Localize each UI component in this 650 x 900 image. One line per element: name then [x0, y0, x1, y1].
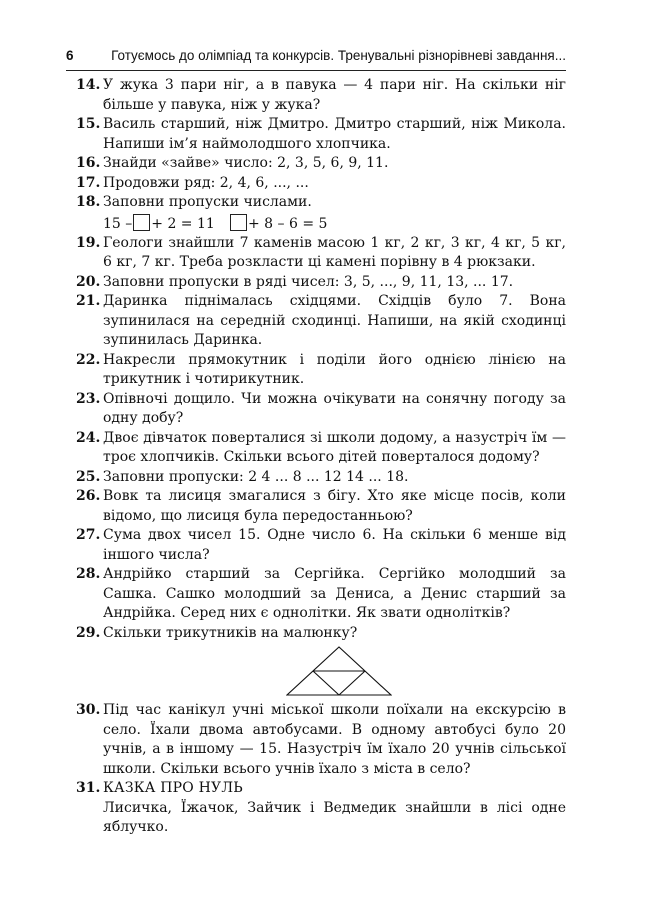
task-number: 29.	[76, 624, 101, 641]
task-text: Вовк та лисиця змагалися з бігу. Хто яке місце посів, коли відомо, що лисиця була передостанньою?	[103, 488, 566, 524]
task-text: Опівночі дощило. Чи можна очікувати на сонячну погоду за одну добу?	[103, 390, 566, 426]
task-number: 26.	[76, 488, 101, 504]
task-23	[76, 390, 566, 429]
task-text: У жука 3 пари ніг, а в павука — 4 пари ніг. На скільки ніг більше у павука, ніж у жука?	[103, 77, 566, 113]
task-number: 27.	[76, 527, 101, 543]
task-22	[76, 351, 566, 390]
task-15	[76, 115, 566, 154]
equation-2	[229, 214, 327, 235]
task-number: 15.	[76, 116, 101, 132]
task-number: 24.	[76, 429, 101, 446]
task-27	[76, 526, 566, 565]
task-text: Накресли прямокутник і поділи його однією лінією на трикутник і чотирикутник.	[103, 351, 566, 387]
task-number: 23.	[76, 390, 101, 407]
task-31	[76, 779, 566, 838]
task-text: Під час канікул учні міської школи поїхали на екскурсію в село. Їхали двома автобусами. В одному автобусі було 20 учнів, а в іншому — 15. Назустріч їм їхало 20 учнів сільської школи. Скільки всього учнів їхало з міста в село?	[103, 702, 566, 777]
task-25	[76, 468, 566, 488]
header-rule	[66, 70, 566, 71]
task-26	[76, 487, 566, 526]
task-28	[76, 565, 566, 624]
triangles-figure	[103, 643, 566, 701]
task-19	[76, 234, 566, 273]
task-text: Лисичка, Їжачок, Зайчик і Ведмедик знайшли в лісі одне яблучко.	[103, 799, 566, 835]
page-number: 6	[66, 48, 74, 63]
task-30	[76, 701, 566, 779]
task-21	[76, 292, 566, 351]
task-number: 17.	[76, 174, 101, 191]
task-number: 16.	[76, 155, 101, 171]
task-number: 14.	[76, 77, 101, 93]
task-text: Заповни пропуски числами.	[103, 194, 312, 210]
task-number: 31.	[76, 780, 101, 796]
task-text: Двоє дівчаток поверталися зі школи додому, а назустріч їм — троє хлопчиків. Скільки всього дітей поверталося додому?	[103, 429, 566, 465]
task-number: 20.	[76, 273, 101, 290]
left-inner-line	[313, 671, 339, 695]
equation-2-end: + 8 – 6 = 5	[248, 215, 328, 232]
running-title: Готуємось до олімпіад та конкурсів. Тренувальні різнорівневі завдання...	[111, 48, 566, 63]
equation-1-end: + 2 = 11	[151, 215, 215, 232]
task-17	[76, 174, 566, 194]
task-text: Заповни пропуски: 2 4 ... 8 ... 12 14 ... 18.	[103, 468, 409, 485]
equation-1	[103, 214, 215, 235]
task-text: Сума двох чисел 15. Одне число 6. На скільки 6 менше від іншого числа?	[103, 527, 566, 563]
task-text: Андрійко старший за Сергійка. Сергійко молодший за Сашка. Сашко молодший за Дениса, а Денис старший за Андрійка. Серед них є однолітки. Як звати однолітків?	[103, 566, 566, 621]
right-inner-line	[339, 671, 365, 695]
task-number: 25.	[76, 468, 101, 485]
task-number: 18.	[76, 194, 101, 210]
task-list	[76, 76, 566, 838]
task-text: Скільки трикутників на малюнку?	[103, 624, 358, 641]
task-20	[76, 273, 566, 293]
task-29	[76, 624, 566, 702]
task-24	[76, 429, 566, 468]
task-text: Геологи знайшли 7 каменів масою 1 кг, 2 кг, 3 кг, 4 кг, 5 кг, 6 кг, 7 кг. Треба розкласти ці камені порівну в 4 рюкзаки.	[103, 234, 566, 270]
task-16	[76, 154, 566, 174]
blank-box	[133, 214, 150, 231]
equation-row	[103, 213, 566, 234]
task-number: 21.	[76, 293, 101, 309]
task-number: 19.	[76, 234, 101, 251]
task-number: 30.	[76, 702, 101, 718]
equation-1-start: 15 –	[103, 215, 133, 232]
blank-box	[230, 214, 247, 231]
task-text: Заповни пропуски в ряді чисел: 3, 5, ..., 9, 11, 13, ... 17.	[103, 273, 514, 290]
task-text: Василь старший, ніж Дмитро. Дмитро старший, ніж Микола. Напиши ім’я наймолодшого хлопчика.	[103, 116, 566, 152]
task-text: Продовжи ряд: 2, 4, 6, ..., ...	[103, 174, 309, 191]
task-text: Даринка піднімалась східцями. Східців було 7. Вона зупинилася на середній сходинці. Напиши, на якій сходинці зупинилась Даринка.	[103, 293, 566, 348]
task-14	[76, 76, 566, 115]
story-title: КАЗКА ПРО НУЛЬ	[103, 780, 243, 796]
task-text: Знайди «зайве» число: 2, 3, 5, 6, 9, 11.	[103, 155, 389, 171]
triangles-drawing	[286, 645, 392, 697]
task-number: 28.	[76, 566, 101, 582]
task-18	[76, 193, 566, 234]
page-header	[66, 48, 566, 68]
task-number: 22.	[76, 351, 101, 368]
